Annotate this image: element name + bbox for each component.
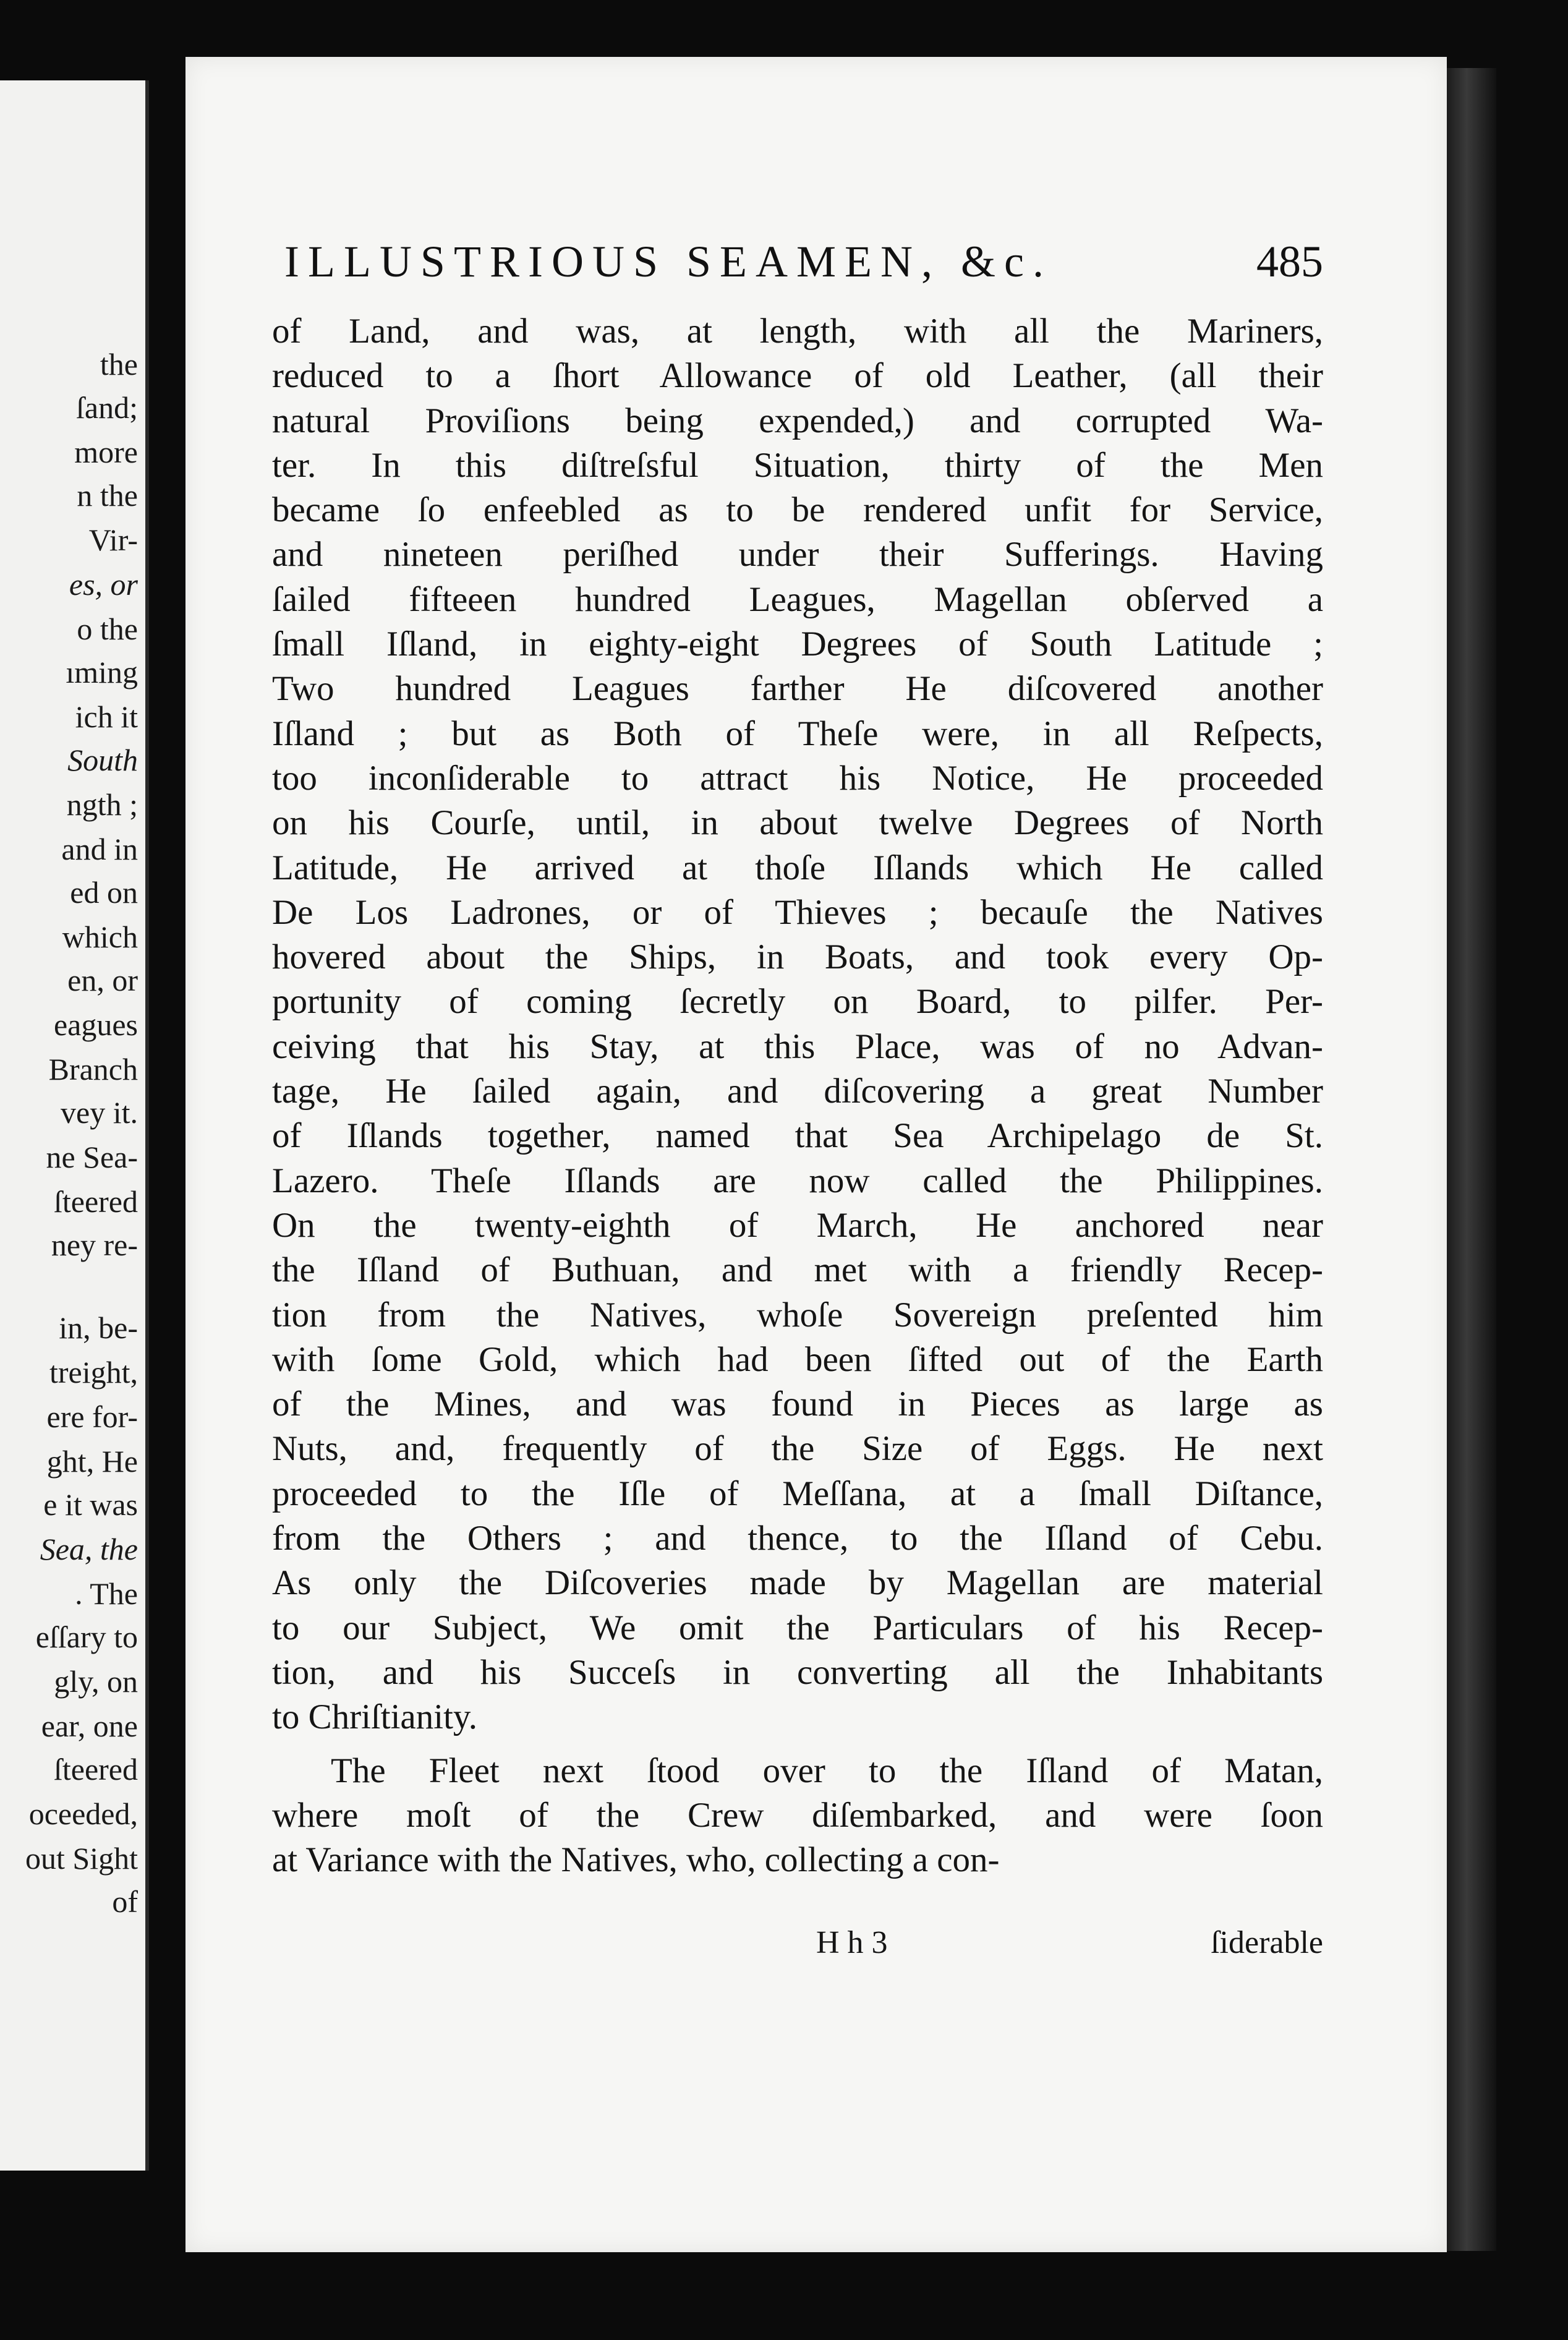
facing-page-line: e it was xyxy=(43,1487,138,1522)
text-line: On the twenty-eighth of March, He anchored near xyxy=(272,1205,1323,1245)
facing-page-line: ſand; xyxy=(76,390,138,425)
facing-page-line: ney re- xyxy=(51,1228,138,1262)
facing-page-line: treight, xyxy=(49,1355,138,1390)
facing-page-line: vey it. xyxy=(61,1095,138,1130)
text-line: Iſland ; but as Both of Theſe were, in all Reſpects, xyxy=(272,714,1323,753)
facing-page-line: out Sight xyxy=(25,1841,138,1876)
facing-page-line: Branch xyxy=(48,1052,138,1087)
text-line: tion from the Natives, whoſe Sovereign preſented him xyxy=(272,1295,1323,1334)
facing-page-line: ſteered xyxy=(53,1184,138,1219)
facing-page-line: ıming xyxy=(66,655,138,690)
facing-page-line: es, or xyxy=(69,567,138,602)
text-line: portunity of coming ſecretly on Board, to pilfer. Per- xyxy=(272,982,1323,1022)
facing-page-line: o the xyxy=(77,612,138,646)
page-number: 485 xyxy=(1256,237,1323,286)
text-line: ſmall Iſland, in eighty-eight Degrees of South Latitude ; xyxy=(272,625,1323,664)
text-line: Nuts, and, frequently of the Size of Eggs. He next xyxy=(272,1429,1323,1469)
text-line: De Los Ladrones, or of Thieves ; becauſe the Natives xyxy=(272,892,1323,932)
facing-page-line: ich it xyxy=(75,699,138,734)
text-line: Latitude, He arrived at thoſe Iſlands which He called xyxy=(272,848,1323,887)
facing-page-line: more xyxy=(74,435,138,469)
text-line: from the Others ; and thence, to the Iſland of Cebu. xyxy=(272,1519,1323,1558)
page-edge xyxy=(1447,68,1496,2251)
text-line: where moſt of the Crew diſembarked, and were ſoon xyxy=(272,1795,1323,1835)
text-line: of Iſlands together, named that Sea Archipelago de St. xyxy=(272,1116,1323,1156)
text-line: ceiving that his Stay, at this Place, was of no Advan- xyxy=(272,1027,1323,1066)
text-line: with ſome Gold, which had been ſifted out of the Earth xyxy=(272,1339,1323,1379)
text-line: natural Proviſions being expended,) and corrupted Wa- xyxy=(272,401,1323,440)
facing-page-line: ngth ; xyxy=(66,787,138,822)
facing-page-line: en, or xyxy=(67,963,138,997)
text-line: the Iſland of Buthuan, and met with a friendly Recep- xyxy=(272,1250,1323,1290)
text-line: and nineteen periſhed under their Sufferings. Having xyxy=(272,535,1323,574)
facing-page-line: gly, on xyxy=(54,1664,138,1699)
text-line: too inconſiderable to attract his Notice, He proceeded xyxy=(272,758,1323,798)
facing-page-line: eſſary to xyxy=(35,1620,138,1654)
facing-page-fragment xyxy=(0,80,149,2171)
book-page xyxy=(185,57,1447,2252)
text-line: on his Courſe, until, in about twelve Degrees of North xyxy=(272,803,1323,843)
facing-page-line: oceeded, xyxy=(28,1796,138,1831)
facing-page-line: Vir- xyxy=(88,523,138,557)
text-line: reduced to a ſhort Allowance of old Leather, (all their xyxy=(272,356,1323,396)
facing-page-line: ne Sea- xyxy=(46,1140,138,1174)
text-line: Lazero. Theſe Iſlands are now called the Philippines. xyxy=(272,1161,1323,1200)
text-line: of Land, and was, at length, with all the Mariners, xyxy=(272,312,1323,351)
text-line: at Variance with the Natives, who, collecting a con- xyxy=(272,1840,1000,1880)
text-line: ſailed fifteeen hundred Leagues, Magellan obſerved a xyxy=(272,579,1323,619)
body-text xyxy=(272,309,1323,1882)
running-head-title: ILLUSTRIOUS SEAMEN, &c. xyxy=(284,237,1052,286)
text-line: tage, He ſailed again, and diſcovering a great Number xyxy=(272,1072,1323,1111)
text-line: of the Mines, and was found in Pieces as large as xyxy=(272,1385,1323,1424)
text-line: proceeded to the Iſle of Meſſana, at a ſmall Diſtance, xyxy=(272,1474,1323,1513)
text-line: tion, and his Succeſs in converting all the Inhabitants xyxy=(272,1652,1323,1692)
text-line: became ſo enfeebled as to be rendered unfit for Service, xyxy=(272,490,1323,530)
facing-page-line: ed on xyxy=(70,875,138,910)
facing-page-line: and in xyxy=(61,832,138,866)
facing-page-line: ear, one xyxy=(41,1709,138,1743)
text-line: Two hundred Leagues farther He diſcovered another xyxy=(272,669,1323,709)
text-line: The Fleet next ſtood over to the Iſland of Matan, xyxy=(331,1751,1323,1790)
facing-page-line: eagues xyxy=(53,1007,138,1042)
text-line: to Chriſtianity. xyxy=(272,1697,477,1737)
text-line: As only the Diſcoveries made by Magellan are material xyxy=(272,1563,1323,1603)
facing-page-line: South xyxy=(67,743,138,777)
facing-page-line: ſteered xyxy=(53,1752,138,1787)
signature-line xyxy=(272,1924,1323,1974)
facing-page-line: ght, He xyxy=(46,1444,138,1479)
text-line: hovered about the Ships, in Boats, and took every Op- xyxy=(272,937,1323,977)
facing-page-line: . The xyxy=(75,1576,138,1611)
facing-page-line: Sea, the xyxy=(40,1532,138,1566)
facing-page-line: the xyxy=(100,347,138,382)
catchword: ſiderable xyxy=(1211,1925,1323,1960)
facing-page-line: of xyxy=(112,1884,138,1919)
facing-page-line: in, be- xyxy=(59,1310,138,1345)
facing-page-line: n the xyxy=(77,478,138,513)
facing-page-line: ere for- xyxy=(46,1399,138,1434)
signature-mark: H h 3 xyxy=(816,1925,888,1960)
running-head xyxy=(284,236,1323,304)
text-line: to our Subject, We omit the Particulars of his Recep- xyxy=(272,1608,1323,1647)
text-line: ter. In this diſtreſsful Situation, thirty of the Men xyxy=(272,445,1323,485)
facing-page-line: which xyxy=(62,920,138,954)
